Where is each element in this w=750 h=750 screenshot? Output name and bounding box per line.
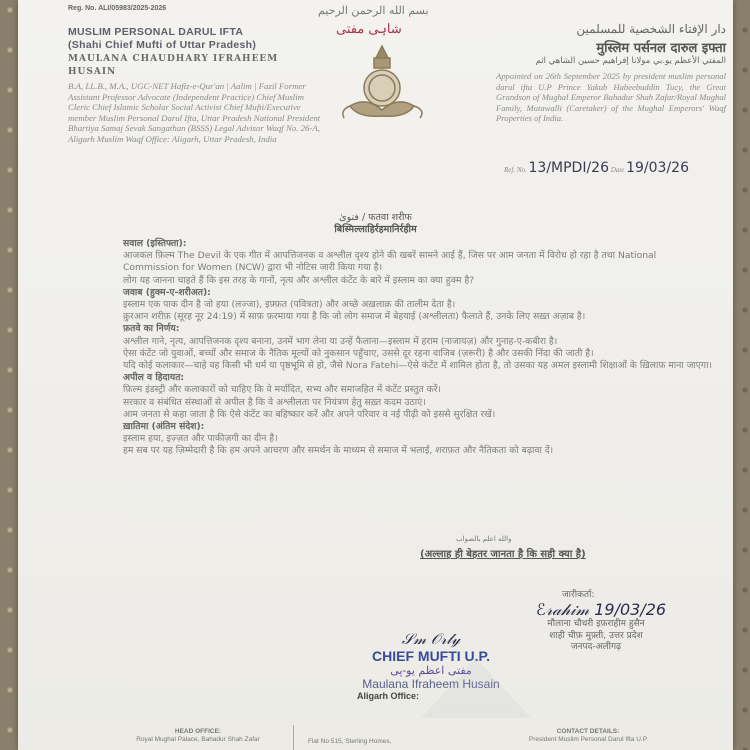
issuer-label: जारीकर्ता: [562,590,595,600]
date-value: 19/03/26 [626,160,689,176]
issuer-district: जनपद-अलीगढ़ [570,642,622,652]
stamp-signature-icon: 𝒮𝓂 𝒪𝓇𝓁𝓎 [401,630,461,648]
section-line: अश्लील गाने, नृत्य, आपत्तिजनक दृश्य बनाना, उनमें भाग लेना या उन्हें फैलाना—इस्लाम में हराम (नाजायज़) और गुनाह-ए-कबीरा है। [123,335,558,347]
fatwa-title: فتویٰ / फतवा शरीफ [339,212,412,223]
contact-label: CONTACT DETAILS: [556,728,620,735]
bismillah-hindi: बिस्मिल्लाहिर्रहमानिर्रहीम [334,224,417,235]
reference-line [504,160,689,176]
appointment-text: Appointed on 26th September 2025 by president muslim personal darul ifta U.P Prince Yakub Habeebuddin Tucy, the Great Grandson of Mughal Emperor Bahadur Shah Zafar/Royal Mughal Family, Mutawalli (Caretaker) of the Mughal Emperors' Waqf Properties of India. [496,71,726,123]
issuer-title: शाही चीफ़ मुफ़्ती, उत्तर प्रदेश [549,630,643,641]
section-line: क़ुरआन शरीफ़ (सूरह नूर 24:19) में साफ़ फ़रमाया गया है कि जो लोग समाज में बेहयाई (अश्लीलता) फैलाते हैं, उनके लिए सख़्त अज़ाब है। [123,311,586,323]
section-line: सरकार व संबंधित संस्थाओं से अपील है कि वे अश्लीलता पर नियंत्रण हेतु सख़्त कदम उठाएं। [123,396,426,408]
section-heading: सवाल (इस्तिफ्ता): [123,238,187,249]
official-stamp [351,630,511,701]
stamp-line-4: Aligarh Office: [357,691,420,701]
section-line: लोग यह जानना चाहते हैं कि इस तरह के गानों, नृत्य और अश्लील कंटेंट के बारे में इस्लाम का क्या हुक्म है? [123,274,475,286]
section-line: ऐसा कंटेंट जो युवाओं, बच्चों और समाज के नैतिक मूल्यों को नुकसान पहुँचाए, उससे दूर रहना वाजिब (ज़रूरी) है और उसकी निंदा की जाती है। [123,347,594,359]
hindi-org-name: मुस्लिम पर्सनल दारुल इफ्ता [596,41,726,56]
signature-date: 19/03/26 [594,599,667,619]
section-answer [123,287,713,324]
issuer-block [496,590,696,654]
section-line: हम सब पर यह ज़िम्मेदारी है कि हम अपने आचरण और समर्थन के माध्यम से समाज में भलाई, शराफ़त और नैतिकता को बढ़ावा दें। [123,445,554,457]
person-name: MAULANA CHAUDHARY IFRAHEEM HUSAIN [68,54,279,77]
registration-number: Reg. No. ALI/05983/2025-2026 [68,5,167,12]
branch-office-address: Flat No 515, Sterling Homes, [308,738,392,745]
section-appeal [123,372,713,421]
date-label: Date [610,166,625,174]
fatwa-document [18,0,733,750]
royal-emblem-icon [336,40,428,140]
section-line: फ़िल्म इंडस्ट्री और कलाकारों को चाहिए कि वे मर्यादित, सभ्य और समाजहित में कंटेंट प्रस्तुत करें। [123,384,441,396]
section-line: इस्लाम हया, इज़्ज़त और पाकीज़गी का दीन है। [123,433,278,445]
signature-scribble-icon: ℰ𝓇𝒶𝒽𝒾𝓂 [536,599,590,619]
issuer-signature [496,599,696,619]
footer-divider [293,725,294,750]
section-line: यदि कोई कलाकार—चाहे वह किसी भी धर्म या पृष्ठभूमि से हो, जैसे Nora Fatehi—ऐसे कंटेंट में शामिल होता है, तो उसका यह अमल इस्लामी शिक्षाओं के ख़िलाफ़ माना जाएगा। [123,360,712,372]
bismillah-arabic: بسم الله الرحمن الرحيم [318,4,429,17]
section-verdict [123,323,713,372]
head-office-address: Royal Mughal Palace, Bahadur Shah Zafar [136,736,260,743]
section-line: आम जनता से कहा जाता है कि ऐसे कंटेंट का बहिष्कार करें और अपने परिवार व नई पीढ़ी को इससे सुरक्षित रखें। [123,408,496,420]
footer-contact [478,728,698,744]
stamp-line-1: CHIEF MUFTI U.P. [372,648,490,664]
letterhead-right [496,22,726,124]
org-name: MUSLIM PERSONAL DARUL IFTA [68,26,244,38]
footer-head-office [98,728,298,744]
ref-label: Ref. No. [504,166,527,174]
section-heading: अपील व हिदायत: [123,372,185,384]
credentials: B.A, LL.B., M.A., UGC-NET Hafiz-e-Qur'an | Aalim | Fazil Former Assistant Professor Advocate (Independent Practice) Chief Muslim Cleric Chief Islamic Scholar Social Activist Chief Mufti/Executive member Muslim Personal Darul Ifta, Uttar Pradesh National President Bhartiya Samaj Sevak Sangathan (BSSS) Legal Advisor Waqf No. 26-A, Aligarh Muslim Waqf Office: Aligarh, Uttar Pradesh, India [68,81,321,144]
section-line: इस्लाम एक पाक दीन है जो हया (लज्जा), इफ़्फ़त (पवित्रता) और अच्छे अख़लाक़ की तालीम देता है। [123,299,456,311]
stamp-line-2: مفتی اعظم یو-پی [390,664,472,677]
fatwa-title-block [18,212,733,236]
contact-text: President Muslim Personal Darul Ifta U.P [528,736,648,743]
section-line: आजकल फ़िल्म The Devil के एक गीत में आपत्तिजनक व अश्लील दृश्य होने की खबरें सामने आई हैं, जिस पर आम जनता में विरोध हो रहा है तथा National Commission for Women (NCW) द्वारा भी नोटिस जारी किया गया है। [123,250,657,274]
ref-number: 13/MPDI/26 [528,160,609,176]
closing-arabic: والله اعلم بالصواب [456,535,512,543]
section-question [123,238,713,287]
shahi-mufti-urdu: شاہی مفتی [336,22,402,37]
section-conclusion [123,421,713,458]
head-office-label: HEAD OFFICE: [174,728,222,735]
arabic-org-name: دار الإفتاء الشخصية للمسلمين [576,22,726,36]
closing-hindi: (अल्लाह ही बेहतर जानता है कि सही क्या है) [420,549,586,560]
section-heading: ख़ातिमा (अंतिम संदेश): [123,421,205,433]
org-subtitle: (Shahi Chief Mufti of Uttar Pradesh) [68,39,257,51]
section-heading: जवाब (हुक्म-ए-शरीअत): [123,286,211,298]
arabic-title: المفتي الأعظم يو.بي مولانا إفراهيم حسين الشاهي اثم [535,56,726,66]
letterhead-left [68,26,328,145]
issuer-name: मौलाना चौधरी इफ़राहीम हुसैन [547,619,645,629]
fatwa-body [123,238,713,458]
section-heading: फ़तवे का निर्णय: [123,323,180,335]
stamp-watermark [421,658,531,718]
stamp-line-3: Maulana Ifraheem Husain [362,677,500,691]
